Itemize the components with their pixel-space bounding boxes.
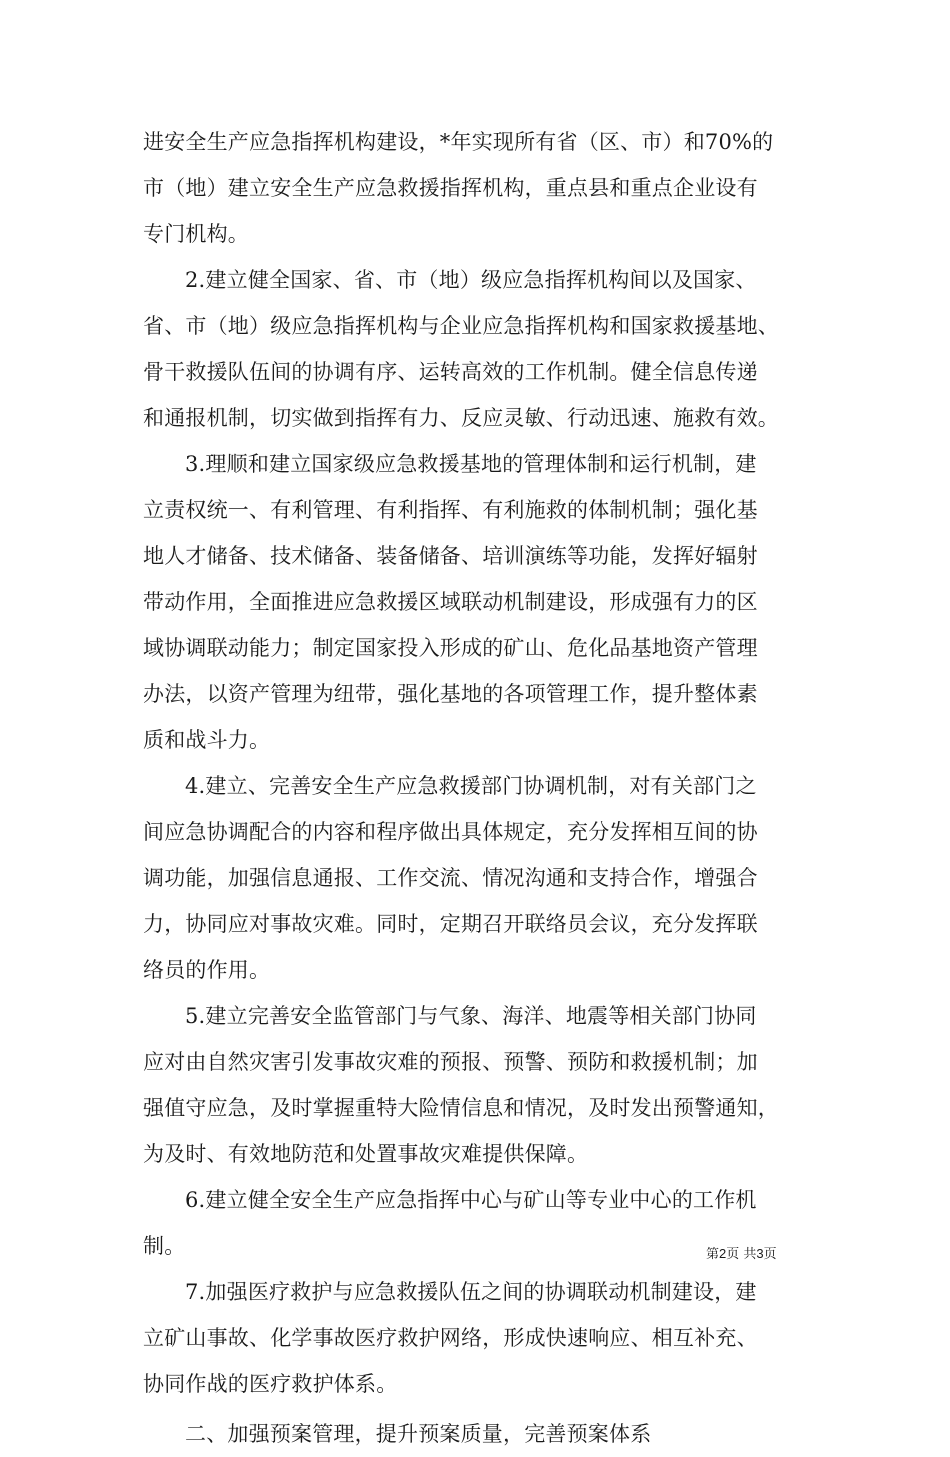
paragraph-6-start: 6.建立健全安全生产应急指挥中心与矿山等专业中心的工作机 [185, 1188, 757, 1212]
text-line: 立责权统一、有利管理、有利指挥、有利施救的体制机制；强化基 [143, 498, 758, 522]
text-line: 带动作用，全面推进应急救援区域联动机制建设，形成强有力的区 [143, 590, 758, 614]
text-line: 地人才储备、技术储备、装备储备、培训演练等功能，发挥好辐射 [143, 544, 758, 568]
text-line: 络员的作用。 [143, 958, 271, 982]
text-line: 应对由自然灾害引发事故灾难的预报、预警、预防和救援机制；加 [143, 1050, 758, 1074]
total-page-number: 3 [756, 1246, 764, 1261]
text-line: 市（地）建立安全生产应急救援指挥机构，重点县和重点企业设有 [143, 176, 758, 200]
text-line: 和通报机制，切实做到指挥有力、反应灵敏、行动迅速、施救有效。 [143, 406, 779, 430]
paragraph-5-start: 5.建立完善安全监管部门与气象、海洋、地震等相关部门协同 [185, 1004, 757, 1028]
text-line: 立矿山事故、化学事故医疗救护网络，形成快速响应、相互补充、 [143, 1326, 758, 1350]
text-line: 力，协同应对事故灾难。同时，定期召开联络员会议，充分发挥联 [143, 912, 758, 936]
text-line: 办法，以资产管理为纽带，强化基地的各项管理工作，提升整体素 [143, 682, 758, 706]
text-line: 间应急协调配合的内容和程序做出具体规定，充分发挥相互间的协 [143, 820, 758, 844]
paragraph-2-start: 2.建立健全国家、省、市（地）级应急指挥机构间以及国家、 [185, 268, 757, 292]
text-line: 专门机构。 [143, 222, 249, 246]
page-number-footer [706, 1245, 777, 1264]
text-line: 强值守应急，及时掌握重特大险情信息和情况，及时发出预警通知， [143, 1096, 779, 1120]
text-line: 省、市（地）级应急指挥机构与企业应急指挥机构和国家救援基地、 [143, 314, 779, 338]
text-line: 为及时、有效地防范和处置事故灾难提供保障。 [143, 1142, 589, 1166]
footer-suffix: 页 [763, 1247, 777, 1262]
paragraph-3-start: 3.理顺和建立国家级应急救援基地的管理体制和运行机制，建 [185, 452, 757, 476]
paragraph-7-start: 7.加强医疗救护与应急救援队伍之间的协调联动机制建设，建 [185, 1280, 757, 1304]
footer-middle: 页 共 [726, 1247, 757, 1262]
footer-prefix: 第 [706, 1247, 720, 1262]
paragraph-4-start: 4.建立、完善安全生产应急救援部门协调机制，对有关部门之 [185, 774, 757, 798]
text-line: 调功能，加强信息通报、工作交流、情况沟通和支持合作，增强合 [143, 866, 758, 890]
text-line: 制。 [143, 1234, 186, 1258]
text-line: 域协调联动能力；制定国家投入形成的矿山、危化品基地资产管理 [143, 636, 758, 660]
text-line: 质和战斗力。 [143, 728, 271, 752]
text-line: 进安全生产应急指挥机构建设，*年实现所有省（区、市）和70%的 [143, 130, 774, 154]
current-page-number: 2 [719, 1246, 727, 1261]
text-line: 骨干救援队伍间的协调有序、运转高效的工作机制。健全信息传递 [143, 360, 758, 384]
text-line: 协同作战的医疗救护体系。 [143, 1372, 398, 1396]
section-heading: 二、加强预案管理，提升预案质量，完善预案体系 [185, 1422, 652, 1446]
